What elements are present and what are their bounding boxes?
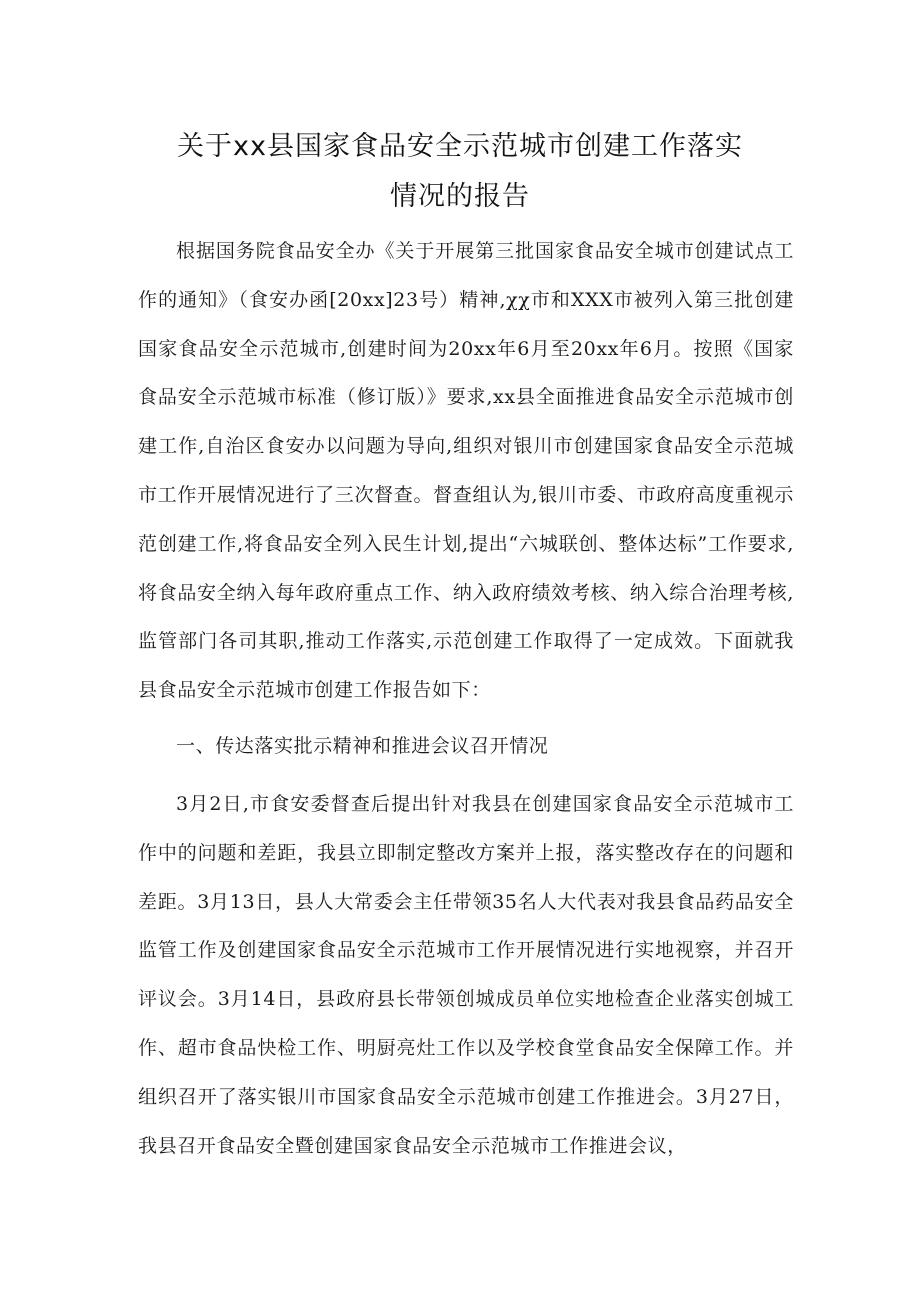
section-heading-1: 一、传达落实批示精神和推进会议召开情况	[176, 735, 549, 757]
intro-paragraph: 根据国务院食品安全办《关于开展第三批国家食品安全城市创建试点工作的通知》（食安办函[20xx]23号）精神,χχ市和XXX市被列入第三批创建国家食品安全示范城市,创建时间为20xx年6月至20xx年6月。按照《国家食品安全示范城市标准（修订版）》要求,xx县全面推进食品安全示范城市创建工作,自治区食安办以问题为导向,组织对银川市创建国家食品安全示范城市工作开展情况进行了三次督查。督查组认为,银川市委、市政府高度重视示范创建工作,将食品安全列入民生计划,提出“六城联创、整体达标”工作要求,将食品安全纳入每年政府重点工作、纳入政府绩效考核、纳入综合治理考核,监管部门各司其职,推动工作落实,示范创建工作取得了一定成效。下面就我县食品安全示范城市创建工作报告如下：	[138, 240, 794, 702]
document-title-line-1: 关于xx县国家食品安全示范城市创建工作落实	[177, 131, 743, 162]
section-1-paragraph: 3月2日,市食安委督查后提出针对我县在创建国家食品安全示范城市工作中的问题和差距，我县立即制定整改方案并上报，落实整改存在的问题和差距。3月13日，县人大常委会主任带领35名人大代表对我县食品药品安全监管工作及创建国家食品安全示范城市工作开展情况进行实地视察，并召开评议会。3月14日，县政府县长带领创城成员单位实地检查企业落实创城工作、超市食品快检工作、明厨亮灶工作以及学校食堂食品安全保障工作。并组织召开了落实银川市国家食品安全示范城市创建工作推进会。3月27日，我县召开食品安全暨创建国家食品安全示范城市工作推进会议，	[138, 793, 794, 1157]
document-title-line-2: 情况的报告	[390, 181, 530, 212]
